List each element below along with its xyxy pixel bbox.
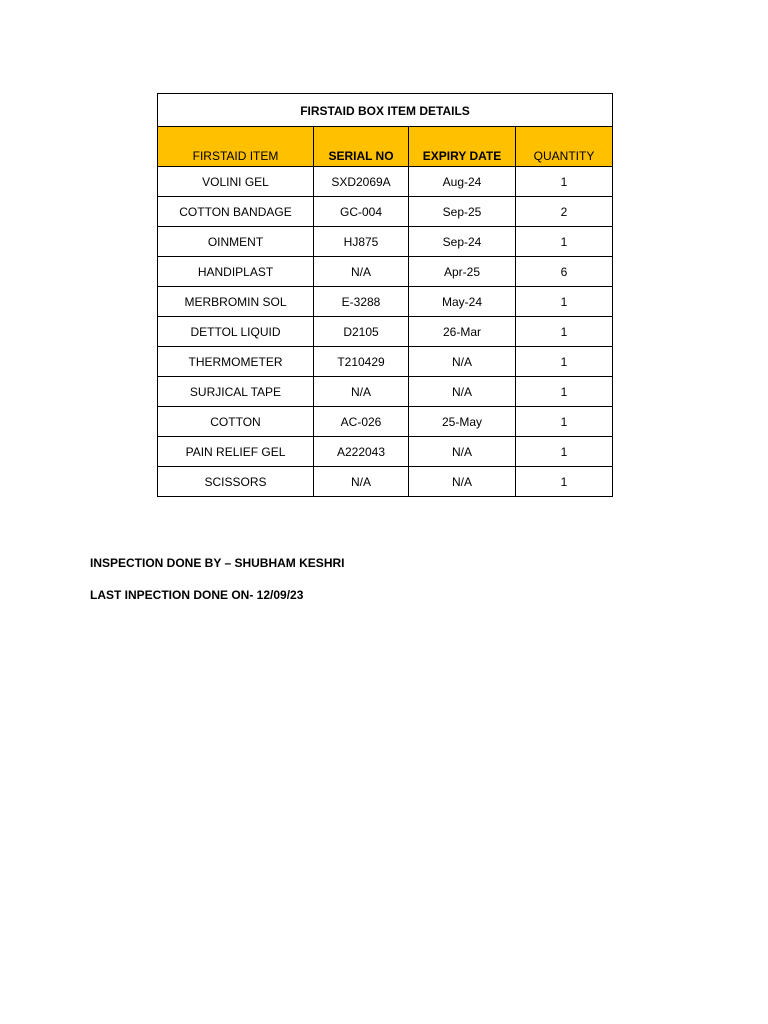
cell-quantity: 1 [516, 227, 613, 257]
table-row [158, 257, 613, 287]
table-body [158, 94, 613, 497]
cell-expiry: May-24 [409, 287, 516, 317]
header-serial-no: SERIAL NO [314, 127, 409, 167]
cell-quantity: 1 [516, 287, 613, 317]
table-title-row [158, 94, 613, 127]
cell-quantity: 1 [516, 347, 613, 377]
table-row [158, 377, 613, 407]
cell-expiry: Aug-24 [409, 167, 516, 197]
cell-quantity: 1 [516, 467, 613, 497]
cell-expiry: N/A [409, 437, 516, 467]
cell-expiry: Sep-24 [409, 227, 516, 257]
cell-item: COTTON BANDAGE [158, 197, 314, 227]
table-header-row [158, 127, 613, 167]
cell-serial: N/A [314, 377, 409, 407]
cell-expiry: N/A [409, 347, 516, 377]
cell-expiry: N/A [409, 377, 516, 407]
cell-serial: N/A [314, 467, 409, 497]
cell-serial: A222043 [314, 437, 409, 467]
header-expiry-date: EXPIRY DATE [409, 127, 516, 167]
table-row [158, 317, 613, 347]
cell-serial: T210429 [314, 347, 409, 377]
cell-item: SCISSORS [158, 467, 314, 497]
table-row [158, 287, 613, 317]
cell-item: VOLINI GEL [158, 167, 314, 197]
cell-serial: HJ875 [314, 227, 409, 257]
cell-serial: SXD2069A [314, 167, 409, 197]
cell-expiry: N/A [409, 467, 516, 497]
header-firstaid-item: FIRSTAID ITEM [158, 127, 314, 167]
cell-item: HANDIPLAST [158, 257, 314, 287]
table-row [158, 407, 613, 437]
inspected-by-note: INSPECTION DONE BY – SHUBHAM KESHRI [90, 556, 345, 570]
cell-quantity: 1 [516, 377, 613, 407]
table-title: FIRSTAID BOX ITEM DETAILS [158, 94, 613, 127]
cell-item: COTTON [158, 407, 314, 437]
cell-expiry: Apr-25 [409, 257, 516, 287]
firstaid-items-table [157, 93, 613, 497]
cell-item: SURJICAL TAPE [158, 377, 314, 407]
table-row [158, 227, 613, 257]
cell-serial: D2105 [314, 317, 409, 347]
table-row [158, 437, 613, 467]
cell-expiry: Sep-25 [409, 197, 516, 227]
cell-serial: N/A [314, 257, 409, 287]
cell-serial: GC-004 [314, 197, 409, 227]
cell-quantity: 1 [516, 317, 613, 347]
cell-expiry: 26-Mar [409, 317, 516, 347]
cell-expiry: 25-May [409, 407, 516, 437]
table-row [158, 197, 613, 227]
cell-serial: E-3288 [314, 287, 409, 317]
cell-quantity: 1 [516, 437, 613, 467]
cell-quantity: 6 [516, 257, 613, 287]
cell-item: THERMOMETER [158, 347, 314, 377]
cell-item: MERBROMIN SOL [158, 287, 314, 317]
cell-item: PAIN RELIEF GEL [158, 437, 314, 467]
table-row [158, 167, 613, 197]
cell-item: OINMENT [158, 227, 314, 257]
table-row [158, 467, 613, 497]
cell-quantity: 1 [516, 167, 613, 197]
header-quantity: QUANTITY [516, 127, 613, 167]
cell-quantity: 1 [516, 407, 613, 437]
cell-serial: AC-026 [314, 407, 409, 437]
last-inspection-note: LAST INPECTION DONE ON- 12/09/23 [90, 588, 304, 602]
cell-item: DETTOL LIQUID [158, 317, 314, 347]
table-row [158, 347, 613, 377]
cell-quantity: 2 [516, 197, 613, 227]
